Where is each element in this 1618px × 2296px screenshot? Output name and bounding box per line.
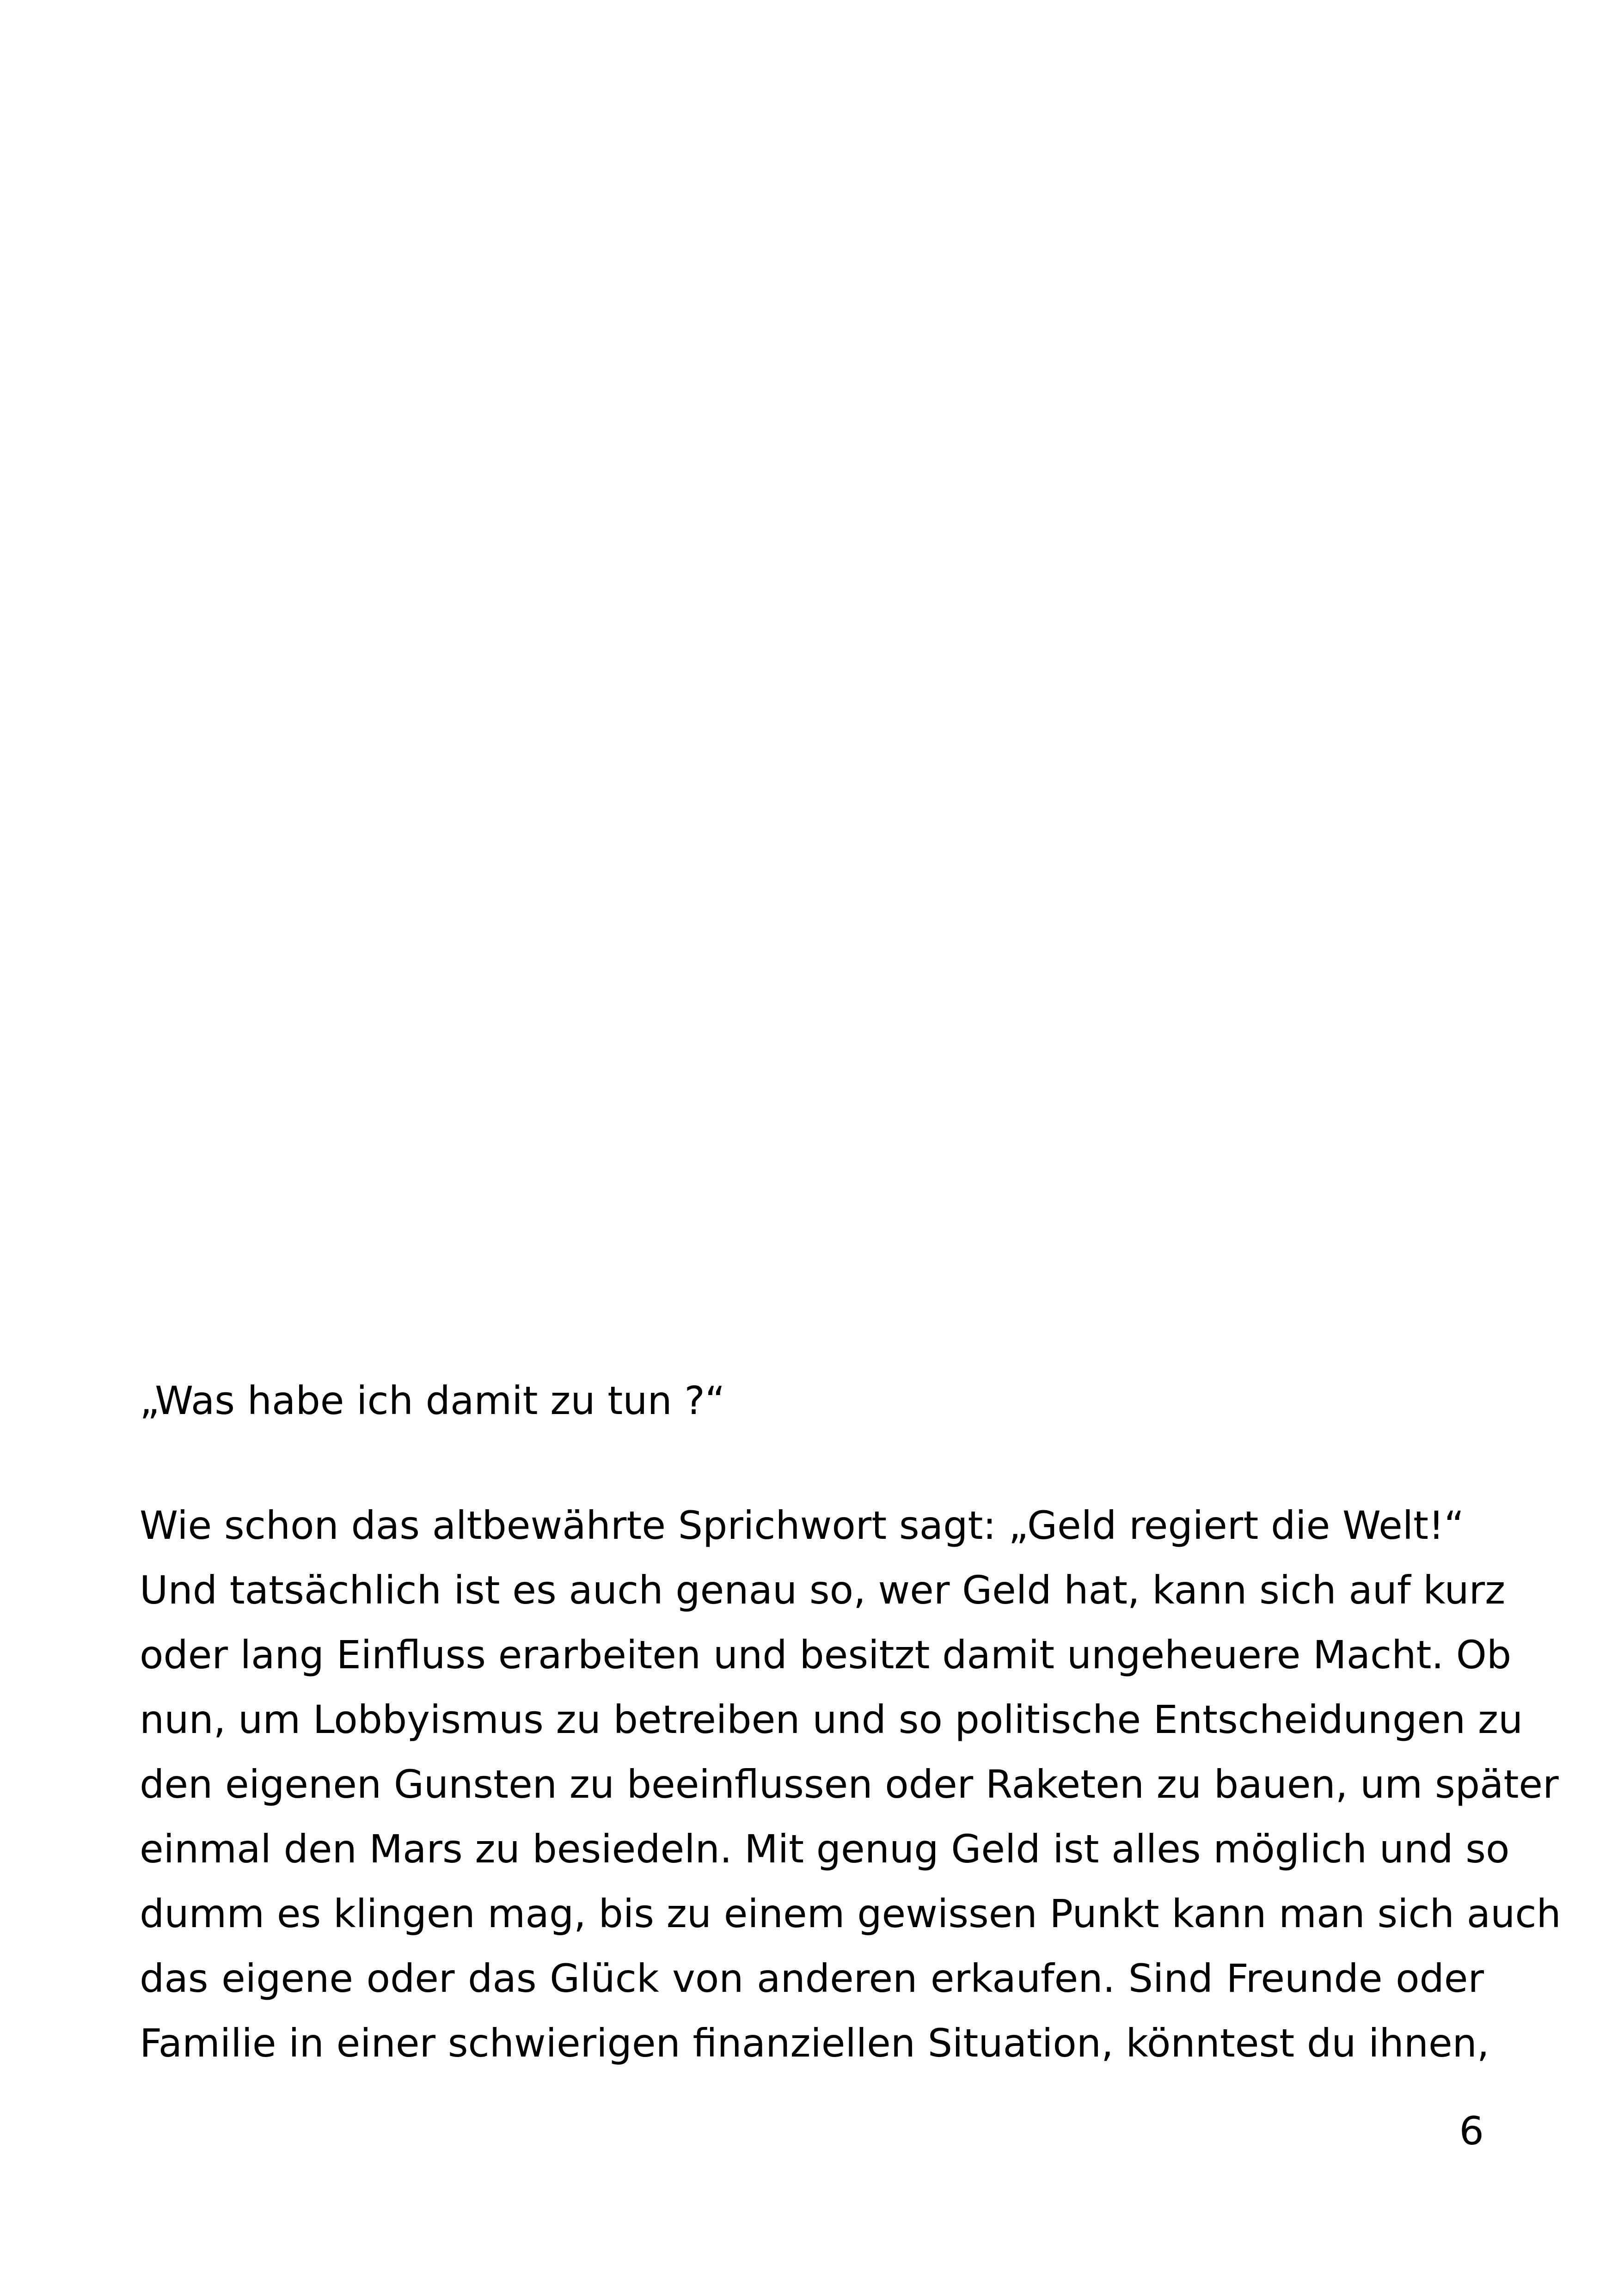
body-line: nun, um Lobbyismus zu betreiben und so politische Entscheidungen zu <box>140 1697 1523 1742</box>
body-line: das eigene oder das Glück von anderen erkaufen. Sind Freunde oder <box>140 1956 1484 2001</box>
body-line: dumm es klingen mag, bis zu einem gewissen Punkt kann man sich auch <box>140 1891 1561 1936</box>
body-line: Und tatsächlich ist es auch genau so, wer Geld hat, kann sich auf kurz <box>140 1567 1506 1613</box>
question-heading: „Was habe ich damit zu tun ?“ <box>140 1378 725 1423</box>
proverb-line: Wie schon das altbewährte Sprichwort sagt: „Geld regiert die Welt!“ <box>140 1503 1465 1548</box>
body-paragraph <box>140 1558 1561 2076</box>
body-line: den eigenen Gunsten zu beeinflussen oder Raketen zu bauen, um später <box>140 1762 1559 1807</box>
page-number: 6 <box>1459 2108 1484 2154</box>
body-line: oder lang Einfluss erarbeiten und besitzt damit ungeheuere Macht. Ob <box>140 1632 1512 1678</box>
body-line: Familie in einer schwierigen finanziellen Situation, könntest du ihnen, <box>140 2020 1489 2066</box>
body-line: einmal den Mars zu besiedeln. Mit genug Geld ist alles möglich und so <box>140 1826 1510 1872</box>
